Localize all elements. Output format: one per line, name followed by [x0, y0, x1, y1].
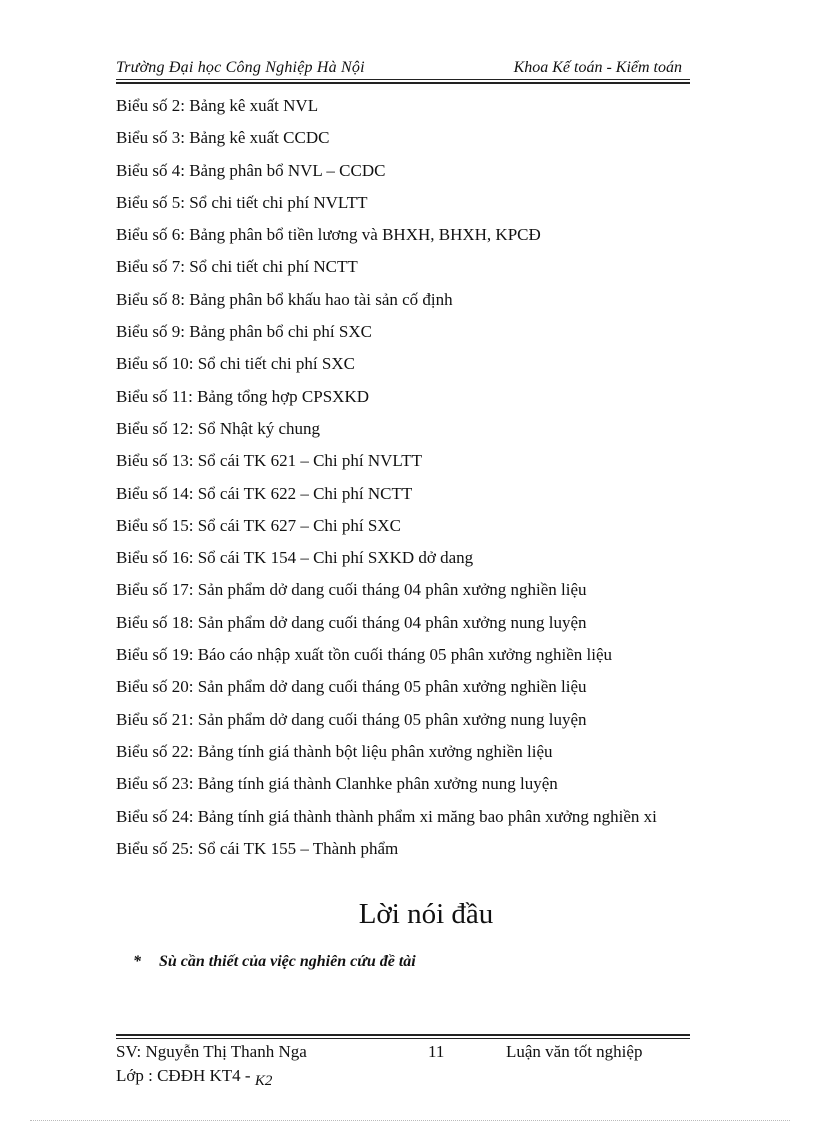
list-item: Biểu số 16: Sổ cái TK 154 – Chi phí SXKD dở dang: [116, 548, 474, 568]
footer-page-number: 11: [428, 1042, 445, 1061]
list-item: Biểu số 6: Bảng phân bổ tiền lương và BHXH, BHXH, KPCĐ: [116, 225, 541, 245]
list-item: Biểu số 22: Bảng tính giá thành bột liệu phân xưởng nghiền liệu: [116, 741, 553, 761]
footer-class-suffix: K2: [254, 1073, 273, 1089]
list-item: Biểu số 12: Sổ Nhật ký chung: [116, 418, 320, 438]
list-item: Biểu số 14: Sổ cái TK 622 – Chi phí NCTT: [116, 483, 413, 503]
bullet-text: Sù cần thiết của việc nghiên cứu đề tài: [159, 953, 416, 970]
header-rule-bottom: [116, 82, 690, 84]
list-item: Biểu số 15: Sổ cái TK 627 – Chi phí SXC: [116, 515, 401, 535]
header-school: Trường Đại học Công Nghiệp Hà Nội: [116, 59, 365, 76]
list-item: Biểu số 18: Sản phẩm dở dang cuối tháng 04 phân xưởng nung luyện: [116, 612, 587, 632]
header-rule-top: [116, 79, 690, 80]
list-item: Biểu số 21: Sản phẩm dở dang cuối tháng 05 phân xưởng nung luyện: [116, 709, 587, 729]
list-item: Biểu số 7: Sổ chi tiết chi phí NCTT: [116, 257, 358, 277]
list-item: Biểu số 20: Sản phẩm dở dang cuối tháng 05 phân xưởng nghiền liệu: [116, 677, 587, 697]
footer-class: [116, 1066, 272, 1090]
list-item: Biểu số 13: Sổ cái TK 621 – Chi phí NVLTT: [116, 451, 422, 471]
list-item: Biểu số 19: Báo cáo nhập xuất tồn cuối tháng 05 phân xưởng nghiền liệu: [116, 645, 613, 665]
list-item: Biểu số 2: Bảng kê xuất NVL: [116, 96, 319, 115]
footer-student: SV: Nguyễn Thị Thanh Nga: [116, 1042, 307, 1061]
list-item: Biểu số 17: Sản phẩm dở dang cuối tháng 04 phân xưởng nghiền liệu: [116, 580, 587, 600]
section-heading: Lời nói đầu: [358, 898, 494, 930]
list-item: Biểu số 24: Bảng tính giá thành thành phẩm xi măng bao phân xưởng nghiền xi: [116, 806, 657, 826]
list-item: Biểu số 25: Sổ cái TK 155 – Thành phẩm: [116, 838, 399, 858]
footer-doc-type: Luận văn tốt nghiệp: [506, 1042, 643, 1061]
bullet-item: [133, 953, 416, 971]
header-faculty: Khoa Kế toán - Kiểm toán: [513, 59, 682, 76]
list-item: Biểu số 9: Bảng phân bổ chi phí SXC: [116, 322, 372, 342]
page-header: [116, 59, 690, 79]
bullet-marker: *: [133, 953, 141, 970]
list-item: Biểu số 11: Bảng tổng hợp CPSXKD: [116, 386, 369, 406]
list-item: Biểu số 8: Bảng phân bổ khấu hao tài sản cố định: [116, 289, 453, 309]
list-item: Biểu số 4: Bảng phân bổ NVL – CCDC: [116, 160, 386, 180]
footer-rule-top: [116, 1034, 690, 1036]
footer-rule-bottom: [116, 1038, 690, 1039]
list-item: Biểu số 5: Sổ chi tiết chi phí NVLTT: [116, 192, 368, 212]
list-item: Biểu số 3: Bảng kê xuất CCDC: [116, 128, 330, 148]
footer-class-label: Lớp : CĐĐH KT4 -: [116, 1066, 251, 1085]
list-item: Biểu số 10: Sổ chi tiết chi phí SXC: [116, 354, 355, 374]
list-item: Biểu số 23: Bảng tính giá thành Clanhke phân xưởng nung luyện: [116, 774, 558, 794]
page-bottom-border: [30, 1120, 790, 1121]
figure-list: [116, 95, 657, 870]
